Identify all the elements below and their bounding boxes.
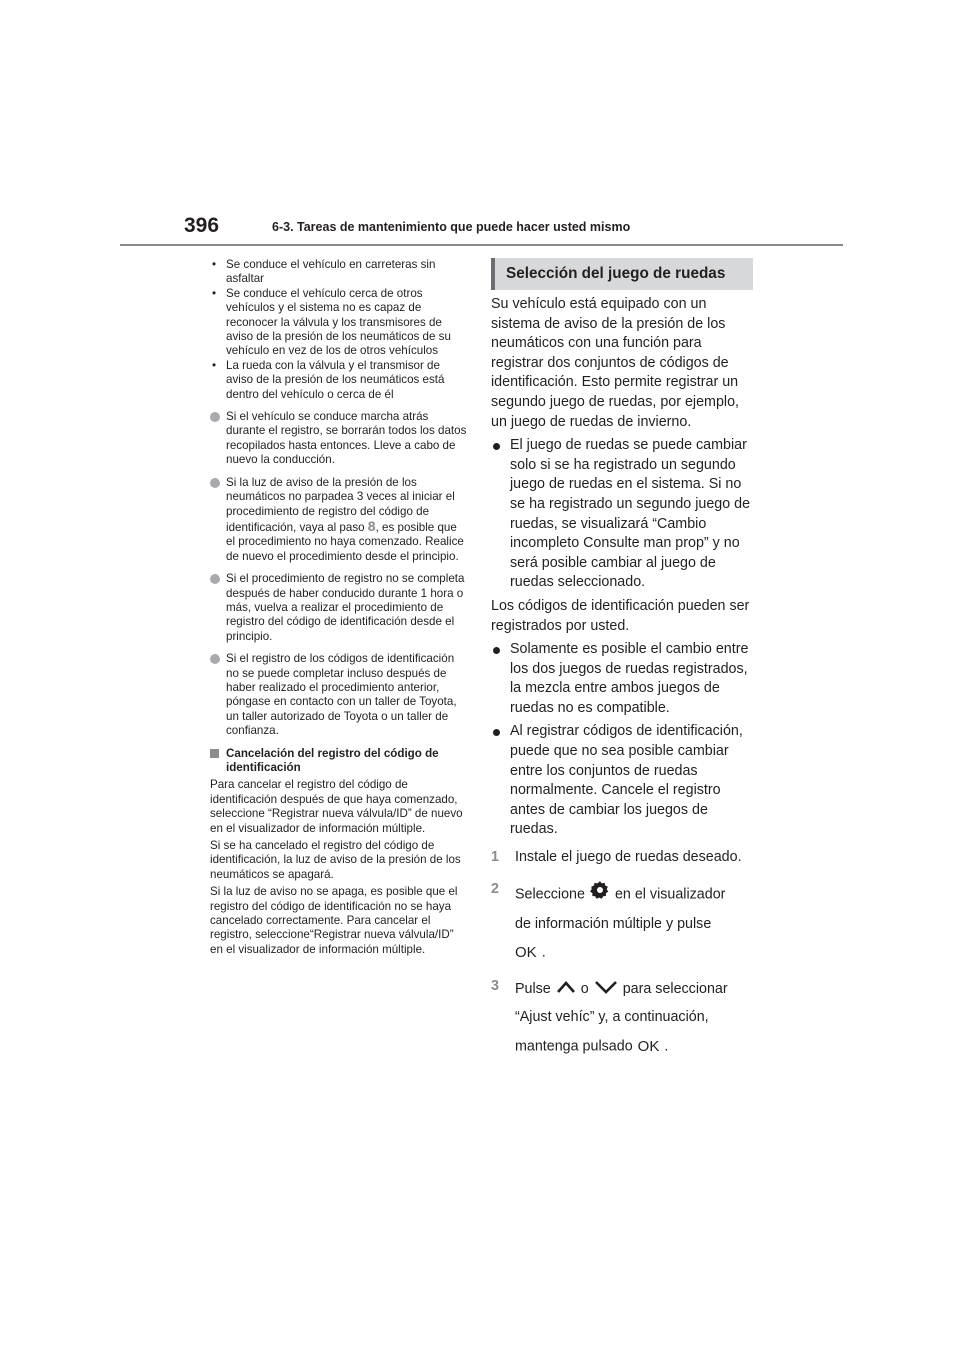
intro-paragraph: Su vehículo está equipado con un sistema de aviso de la presión de los neumáticos con una función para registrar dos conjuntos de códigos de identificación. Esto permite registrar un segundo juego de ruedas, por ejemplo, un juego de ruedas de invierno.	[491, 296, 739, 430]
circle-bullet-icon	[210, 654, 220, 664]
circle-bullet-icon	[210, 412, 220, 422]
chapter-title: 6-3. Tareas de mantenimiento que puede hacer usted mismo	[272, 220, 631, 234]
gear-icon	[590, 880, 610, 909]
bullet-icon	[493, 729, 500, 736]
step-text: de información múltiple y pulse	[515, 915, 712, 932]
step-number: 1	[491, 849, 499, 866]
section-title: Selección del juego de ruedas	[491, 258, 753, 290]
circle-bullet-icon	[210, 478, 220, 488]
cancel-paragraph: Para cancelar el registro del código de identificación después de que haya comenzado, seleccione “Registrar nueva válvula/ID” de nuevo en el visualizador de información múltiple.	[210, 778, 463, 835]
sub-item: • Se conduce el vehículo en carreteras sin asfaltar	[212, 258, 436, 286]
cancel-paragraph: Si la luz de aviso no se apaga, es posible que el registro del código de identificación no se haya cancelado correctamente. Para cancelar el registro, seleccione“Registrar nueva válvula/ID” en el visualizador de información múltiple.	[210, 885, 458, 956]
step-2: 2 Seleccione en el visualizador de información múltiple y pulse OK .	[491, 880, 753, 964]
bullet-item: Al registrar códigos de identificación, puede que no sea posible cambiar entre los conjuntos de ruedas normalmente. Cancele el registro antes de cambiar los juegos de ruedas.	[491, 722, 753, 840]
step-number: 3	[491, 978, 499, 995]
sub-item: • Se conduce el vehículo cerca de otros vehículos y el sistema no es capaz de reconocer la válvula y los transmisores de aviso de la presión de los neumáticos de su vehículo en vez de los de otros vehículos	[212, 286, 451, 358]
ok-button-icon: OK	[637, 1038, 660, 1056]
step-text: Instale el juego de ruedas deseado.	[515, 849, 742, 866]
left-column	[210, 258, 468, 957]
ok-button-icon: OK	[515, 944, 537, 962]
right-column	[491, 258, 753, 1057]
bullet-icon	[493, 647, 500, 654]
sub-item: • La rueda con la válvula y el transmisor de aviso de la presión de los neumáticos está dentro del vehículo o cerca de él	[212, 358, 445, 401]
note-item: Si el procedimiento de registro no se completa después de haber conducido durante 1 hora o más, vuelva a realizar el procedimiento de registro del código de identificación desde el principio.	[210, 572, 468, 644]
bullet-icon	[493, 443, 500, 450]
bullet-item: El juego de ruedas se puede cambiar solo si se ha registrado un segundo juego de ruedas en el sistema. Si no se ha registrado un segundo juego de ruedas, se visualizará “Cambio incompleto Consulte man prop” y no será posible cambiar al juego de ruedas seleccionado.	[491, 436, 753, 593]
codes-paragraph: Los códigos de identificación pueden ser registrados por usted.	[491, 597, 750, 634]
chevron-up-icon	[556, 978, 576, 1002]
page-number: 396	[184, 214, 220, 237]
square-bullet-icon	[210, 749, 219, 758]
header-rule	[120, 244, 843, 246]
step-reference: 8	[367, 517, 376, 534]
step-number: 2	[491, 880, 499, 897]
chevron-down-icon	[594, 978, 618, 1002]
step-1	[491, 848, 753, 868]
cancel-paragraph: Si se ha cancelado el registro del código de identificación, la luz de aviso de la presión de los neumáticos se apagará.	[210, 839, 461, 881]
step-3: 3 Pulse o para seleccionar “Ajust vehíc” y, a continuación, mantenga pulsado OK .	[491, 977, 753, 1057]
step-text: “Ajust vehíc” y, a continuación,	[515, 1008, 709, 1025]
bullet-item: Solamente es posible el cambio entre los dos juegos de ruedas registrados, la mezcla entre ambos juegos de ruedas no es compatible.	[491, 640, 753, 718]
note-item: Si la luz de aviso de la presión de los neumáticos no parpadea 3 veces al iniciar el procedimiento de registro del código de identificación, vaya al paso 8, es posible que el procedimiento no haya comenzado. Realice de nuevo el procedimiento desde el principio.	[210, 476, 468, 564]
circle-bullet-icon	[210, 574, 220, 584]
note-item: Si el registro de los códigos de identificación no se puede completar incluso después de haber realizado el procedimiento anterior, póngase en contacto con un taller de Toyota, un taller autorizado de Toyota o un taller de confianza.	[210, 652, 468, 738]
cancel-heading: Cancelación del registro del código de identificación	[210, 747, 468, 776]
note-item: Si el vehículo se conduce marcha atrás durante el registro, se borrarán todos los datos recopilados hasta entonces. Lleve a cabo de nuevo la conducción.	[210, 410, 468, 468]
